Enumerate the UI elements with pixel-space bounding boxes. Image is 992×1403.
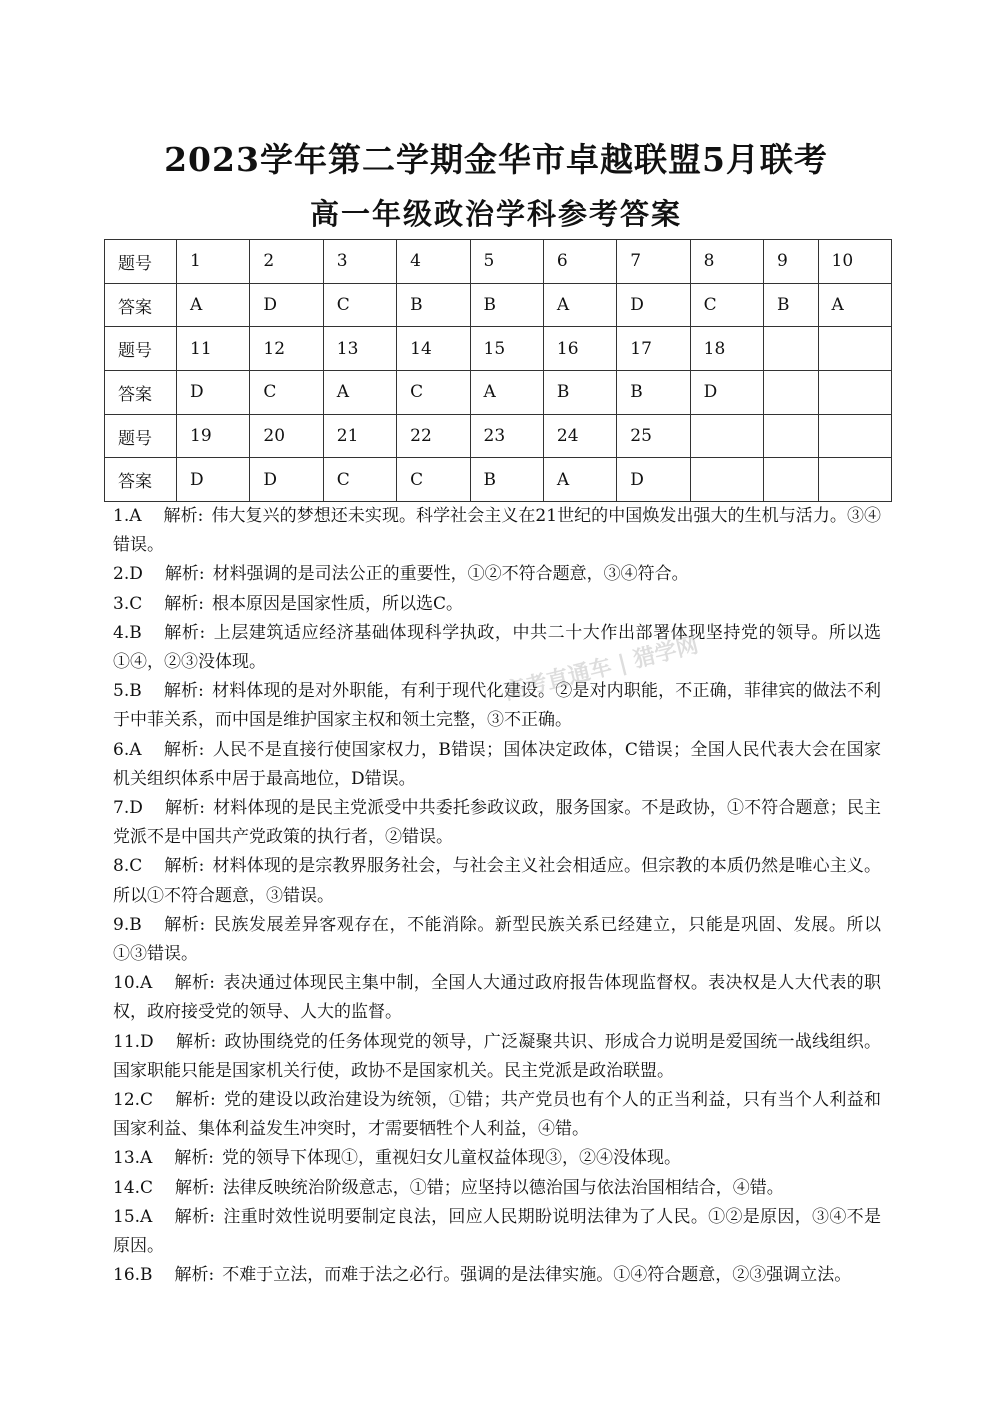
table-cell bbox=[690, 458, 763, 502]
table-cell: B bbox=[470, 458, 543, 502]
table-cell bbox=[818, 371, 891, 415]
row-label: 题号 bbox=[105, 414, 177, 458]
table-cell: 10 bbox=[818, 240, 891, 284]
table-cell: C bbox=[323, 458, 396, 502]
explanation-text: 注重时效性说明要制定良法，回应人民期盼说明法律为了人民。①②是原因，③④不是原因。 bbox=[113, 1206, 882, 1257]
explanation-text: 党的领导下体现①，重视妇女儿童权益体现③，②④没体现。 bbox=[222, 1148, 682, 1169]
question-answer-label: 10.A bbox=[113, 973, 153, 994]
table-cell: 16 bbox=[543, 327, 616, 371]
table-cell: A bbox=[323, 371, 396, 415]
question-answer-label: 13.A bbox=[113, 1148, 153, 1169]
table-cell: C bbox=[323, 283, 396, 327]
explanation-item bbox=[113, 1261, 881, 1290]
table-cell: B bbox=[397, 283, 470, 327]
row-label: 答案 bbox=[105, 371, 177, 415]
row-label: 题号 bbox=[105, 327, 177, 371]
table-cell bbox=[818, 414, 891, 458]
table-cell bbox=[764, 371, 819, 415]
table-cell: 4 bbox=[397, 240, 470, 284]
table-cell: D bbox=[690, 371, 763, 415]
table-cell: 15 bbox=[470, 327, 543, 371]
table-cell: D bbox=[617, 283, 690, 327]
explanation-item bbox=[113, 1174, 881, 1203]
table-cell: 7 bbox=[617, 240, 690, 284]
analysis-label: 解析: bbox=[163, 506, 204, 526]
row-label: 答案 bbox=[105, 283, 177, 327]
table-cell: A bbox=[177, 283, 250, 327]
table-cell: D bbox=[617, 458, 690, 502]
table-cell: C bbox=[690, 283, 763, 327]
explanation-item bbox=[113, 1203, 881, 1261]
explanation-text: 伟大复兴的梦想还未实现。科学社会主义在21世纪的中国焕发出强大的生机与活力。③④错误。 bbox=[113, 506, 881, 556]
explanation-text: 上层建筑适应经济基础体现科学执政，中共二十大作出部署体现坚持党的领导。所以选①④，②③没体现。 bbox=[113, 622, 881, 673]
explanation-text: 人民不是直接行使国家权力，B错误；国体决定政体，C错误；全国人民代表大会在国家机关组织体系中居于最高地位，D错误。 bbox=[113, 739, 882, 789]
table-cell: 25 bbox=[617, 414, 690, 458]
explanation-text: 不难于立法，而难于法之必行。强调的是法律实施。①④符合题意，②③强调立法。 bbox=[222, 1265, 852, 1286]
table-cell: B bbox=[470, 283, 543, 327]
explanation-item bbox=[113, 911, 881, 969]
table-cell: B bbox=[764, 283, 819, 327]
analysis-label: 解析: bbox=[163, 622, 206, 643]
table-cell: 18 bbox=[690, 327, 763, 371]
analysis-label: 解析: bbox=[164, 593, 204, 614]
analysis-label: 解析: bbox=[175, 1090, 216, 1111]
document-subtitle: 高一年级政治学科参考答案 bbox=[309, 197, 682, 231]
question-answer-label: 6.A bbox=[113, 739, 142, 760]
table-cell: 19 bbox=[177, 414, 250, 458]
explanation-item bbox=[113, 560, 881, 589]
analysis-label: 解析: bbox=[175, 1177, 215, 1198]
explanation-item bbox=[113, 590, 881, 619]
analysis-label: 解析: bbox=[174, 1206, 215, 1227]
explanation-item bbox=[113, 1144, 881, 1173]
table-cell: 5 bbox=[470, 240, 543, 284]
table-row bbox=[105, 458, 892, 502]
explanation-text: 表决通过体现民主集中制，全国人大通过政府报告体现监督权。表决权是人大代表的职权，政府接受党的领导、人大的监督。 bbox=[113, 973, 882, 1023]
question-answer-label: 5.B bbox=[113, 681, 142, 702]
document-title: 2023学年第二学期金华市卓越联盟5月联考 bbox=[164, 140, 828, 179]
table-cell: 9 bbox=[764, 240, 819, 284]
table-cell bbox=[690, 414, 763, 458]
table-cell: 1 bbox=[177, 240, 250, 284]
explanation-item bbox=[113, 502, 881, 560]
table-cell: 23 bbox=[470, 414, 543, 458]
explanations-list bbox=[113, 502, 881, 1290]
explanation-text: 材料体现的是民主党派受中共委托参政议政，服务国家。不是政协，①不符合题意；民主党派不是中国共产党政策的执行者，②错误。 bbox=[113, 798, 882, 848]
question-answer-label: 1.A bbox=[113, 506, 142, 526]
table-cell: C bbox=[250, 371, 323, 415]
analysis-label: 解析: bbox=[163, 681, 204, 702]
table-cell: B bbox=[543, 371, 616, 415]
explanation-item bbox=[113, 794, 881, 852]
question-answer-label: 14.C bbox=[113, 1177, 154, 1198]
question-answer-label: 4.B bbox=[113, 622, 142, 643]
table-cell: 21 bbox=[323, 414, 396, 458]
explanation-item bbox=[113, 1086, 881, 1144]
explanation-item bbox=[113, 852, 881, 910]
table-cell: A bbox=[543, 458, 616, 502]
table-cell: 22 bbox=[397, 414, 470, 458]
watermark: 高考直通车 | 猎学网 bbox=[501, 632, 701, 706]
question-answer-label: 11.D bbox=[113, 1031, 154, 1052]
table-cell: A bbox=[818, 283, 891, 327]
explanation-item bbox=[113, 677, 881, 735]
question-answer-label: 2.D bbox=[113, 564, 143, 585]
table-cell bbox=[764, 458, 819, 502]
answer-table bbox=[104, 239, 892, 502]
question-answer-label: 8.C bbox=[113, 856, 143, 877]
explanation-text: 法律反映统治阶级意志，①错；应坚持以德治国与依法治国相结合，④错。 bbox=[222, 1177, 784, 1198]
explanation-text: 政协围绕党的任务体现党的领导，广泛凝聚共识、形成合力说明是爱国统一战线组织。国家职能只能是国家机关行使，政协不是国家机关。民主党派是政治联盟。 bbox=[113, 1031, 881, 1081]
table-row bbox=[105, 414, 892, 458]
table-cell: 11 bbox=[177, 327, 250, 371]
analysis-label: 解析: bbox=[163, 739, 205, 760]
analysis-label: 解析: bbox=[164, 856, 205, 877]
table-cell: 14 bbox=[397, 327, 470, 371]
row-label: 题号 bbox=[105, 240, 177, 284]
analysis-label: 解析: bbox=[174, 1148, 215, 1169]
explanation-item bbox=[113, 1028, 881, 1086]
table-cell: D bbox=[250, 458, 323, 502]
table-cell: 12 bbox=[250, 327, 323, 371]
explanation-text: 民族发展差异客观存在，不能消除。新型民族关系已经建立，只能是巩固、发展。所以①③错误。 bbox=[113, 914, 881, 965]
table-cell: 20 bbox=[250, 414, 323, 458]
row-label: 答案 bbox=[105, 458, 177, 502]
explanation-text: 党的建设以政治建设为统领，①错；共产党员也有个人的正当利益，只有当个人利益和国家利益、集体利益发生冲突时，才需要牺牲个人利益，④错。 bbox=[113, 1090, 881, 1140]
explanation-item bbox=[113, 619, 881, 677]
table-cell bbox=[764, 414, 819, 458]
table-cell: 3 bbox=[323, 240, 396, 284]
table-cell: D bbox=[250, 283, 323, 327]
explanation-text: 材料强调的是司法公正的重要性，①②不符合题意，③④符合。 bbox=[212, 564, 689, 585]
analysis-label: 解析: bbox=[163, 914, 206, 935]
table-row bbox=[105, 283, 892, 327]
explanation-item bbox=[113, 736, 881, 794]
table-cell: D bbox=[177, 371, 250, 415]
explanation-text: 材料体现的是对外职能，有利于现代化建设。②是对内职能，不正确，菲律宾的做法不利于中菲关系，而中国是维护国家主权和领土完整，③不正确。 bbox=[113, 681, 881, 731]
table-cell: B bbox=[617, 371, 690, 415]
table-row bbox=[105, 327, 892, 371]
table-cell: 17 bbox=[617, 327, 690, 371]
analysis-label: 解析: bbox=[175, 1031, 217, 1052]
table-cell: 2 bbox=[250, 240, 323, 284]
question-answer-label: 9.B bbox=[113, 914, 142, 935]
analysis-label: 解析: bbox=[174, 973, 215, 994]
table-cell: 8 bbox=[690, 240, 763, 284]
question-answer-label: 3.C bbox=[113, 593, 143, 614]
question-answer-label: 15.A bbox=[113, 1206, 153, 1227]
analysis-label: 解析: bbox=[164, 798, 205, 819]
analysis-label: 解析: bbox=[164, 564, 205, 585]
table-row bbox=[105, 371, 892, 415]
table-cell: C bbox=[397, 371, 470, 415]
table-cell bbox=[764, 327, 819, 371]
table-cell bbox=[818, 458, 891, 502]
explanation-text: 根本原因是国家性质，所以选C。 bbox=[211, 593, 463, 614]
table-cell bbox=[818, 327, 891, 371]
table-cell: 13 bbox=[323, 327, 396, 371]
table-cell: A bbox=[470, 371, 543, 415]
table-row bbox=[105, 240, 892, 284]
explanation-text: 材料体现的是宗教界服务社会，与社会主义社会相适应。但宗教的本质仍然是唯心主义。所以①不符合题意，③错误。 bbox=[113, 856, 882, 906]
table-cell: 24 bbox=[543, 414, 616, 458]
question-answer-label: 7.D bbox=[113, 798, 143, 819]
table-cell: 6 bbox=[543, 240, 616, 284]
table-cell: A bbox=[543, 283, 616, 327]
question-answer-label: 16.B bbox=[113, 1265, 153, 1286]
answer-table-body bbox=[105, 240, 892, 502]
question-answer-label: 12.C bbox=[113, 1090, 154, 1111]
analysis-label: 解析: bbox=[174, 1265, 215, 1286]
explanation-item bbox=[113, 969, 881, 1027]
table-cell: D bbox=[177, 458, 250, 502]
table-cell: C bbox=[397, 458, 470, 502]
